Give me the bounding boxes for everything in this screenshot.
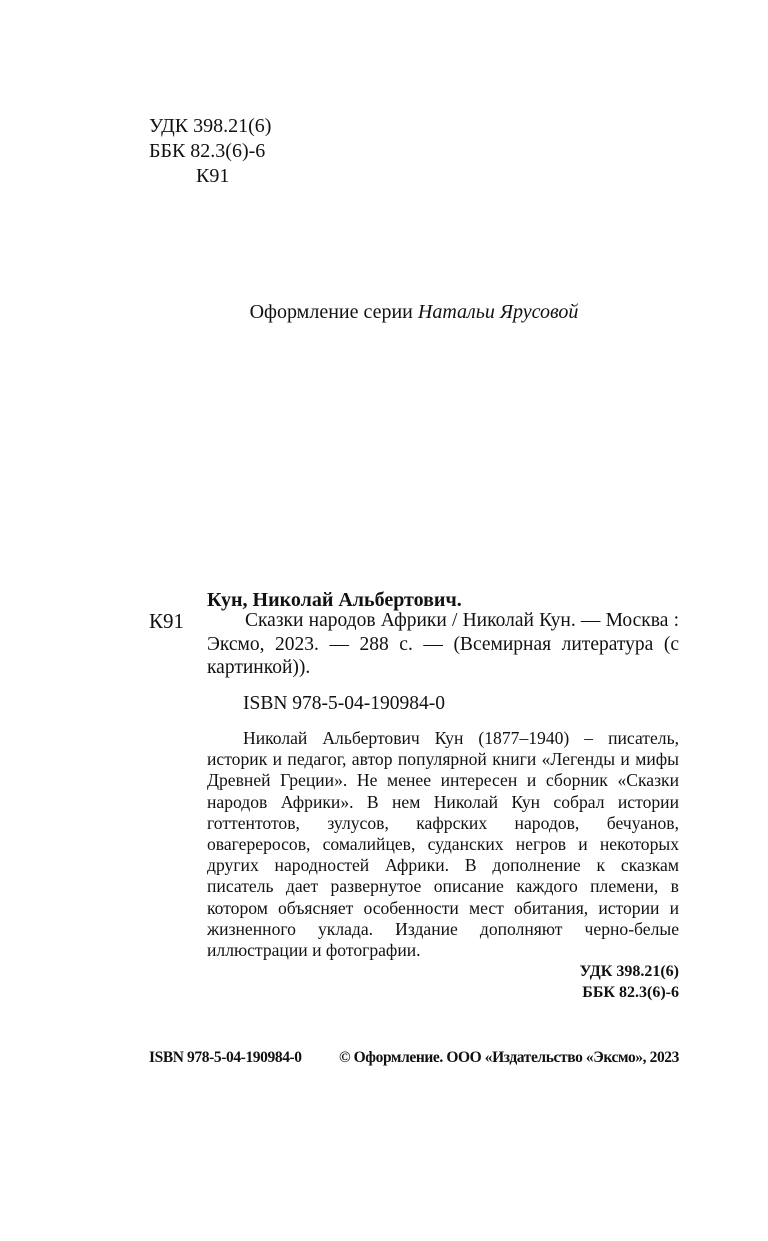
annotation-text: Николай Альбертович Кун (1877–1940) – писатель, историк и педагог, автор популярной книги «Легенды и мифы Древней Греции». Не менее интересен и сборник «Сказки народов Африки». В нем Николай Кун собрал истории готтентотов, зулусов, кафрских народов, бечуанов, овагереросов, сомалийцев, суданских негров и некоторых других народностей Африки. В дополнение к сказкам писатель дает развернутое описание каждого племени, в котором объясняет особенности мест обитания, истории и жизненного уклада. Издание дополняют черно-белые иллюстрации и фотографии. (207, 728, 679, 961)
record-isbn: ISBN 978-5-04-190984-0 (243, 693, 446, 714)
record-bbk-code: ББК 82.3(6)-6 (582, 984, 679, 1001)
footer-isbn: ISBN 978-5-04-190984-0 (149, 1049, 302, 1066)
record-classification-codes (580, 961, 679, 1003)
author-heading: Кун, Николай Альбертович. (207, 589, 462, 611)
footer (149, 1049, 679, 1067)
footer-copyright: © Оформление. ООО «Издательство «Эксмо», 2023 (338, 1049, 679, 1066)
classification-codes (149, 114, 271, 189)
series-design-prefix: Оформление серии (249, 301, 413, 323)
record-author-mark: К91 (149, 609, 185, 633)
record-udk-code: УДК 398.21(6) (579, 963, 679, 980)
udk-code: УДК 398.21(6) (149, 115, 272, 137)
annotation (207, 728, 679, 961)
series-design-credit (0, 301, 768, 324)
series-designer-name: Натальи Ярусовой (417, 301, 579, 323)
description-text: Сказки народов Африки / Николай Кун. — Москва : Эксмо, 2023. — 288 с. — (Всемирная литература (с картинкой)). (207, 610, 679, 678)
bibliographic-description (207, 609, 679, 680)
bbk-code: ББК 82.3(6)-6 (149, 140, 266, 162)
author-mark: К91 (196, 165, 230, 187)
